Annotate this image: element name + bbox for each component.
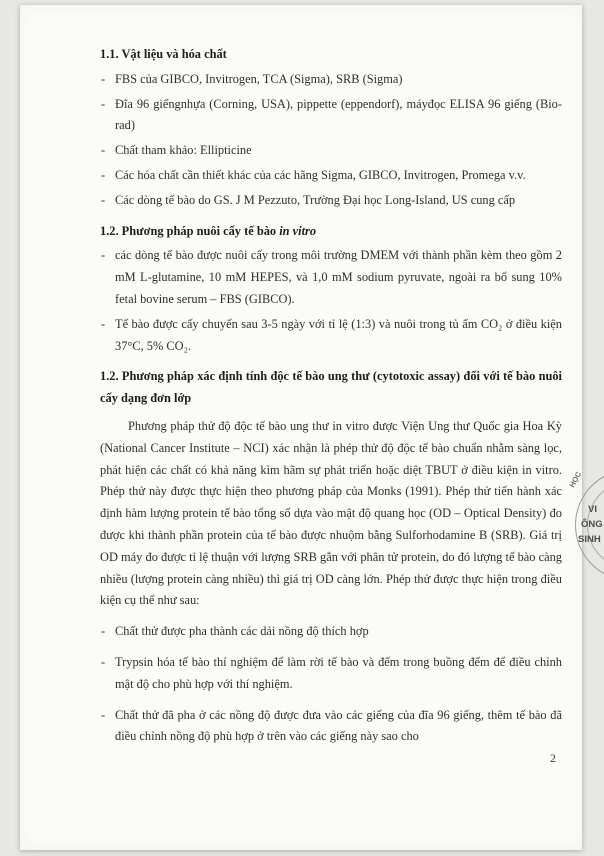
bullet-dash: - [101,192,106,207]
bullet-dash: - [101,248,106,263]
bullet-dash: - [101,167,106,182]
bullet-dash: - [101,96,106,111]
bullet-text: Chất thử được pha thành các dải nồng độ thích hợp [115,624,369,639]
bullet-dash: - [101,624,106,639]
list-item [100,190,562,212]
section-heading-cell-culture [100,221,562,243]
list-item [100,314,562,358]
section-heading-materials: 1.1. Vật liệu và hóa chất [100,47,227,61]
bullet-text: các dòng tế bào được nuôi cấy trong môi trường DMEM với thành phần kèm theo gồm 2 mM L-glutamine, 10 mM HEPES, và 1,0 mM sodium pyruvate, ngoài ra bổ sung 10% fetal bovine serum – FBS (GIBCO). [115,248,562,306]
bullet-text: Chất tham khảo: Ellipticine [115,143,252,158]
list-item [100,245,562,310]
stamp-inner-ring [587,481,604,569]
list-item [100,165,562,187]
bullet-text: Tế bào được cấy chuyển sau 3-5 ngày với tỉ lệ (1:3) và nuôi trong tủ ấm CO₂ ở điều kiện 37°C, 5% CO₂. [115,316,562,353]
stamp-text-fragment: ÔNG [581,519,603,530]
stamp-text-fragment: SINH [578,534,601,545]
page-number: 2 [550,751,556,765]
stamp-text-fragment: VI [588,504,597,515]
page-content [100,35,562,748]
list-item [100,140,562,162]
bullet-text: Các hóa chất cần thiết khác của các hãng Sigma, GIBCO, Invitrogen, Promega v.v. [115,167,526,182]
document-page [20,5,582,850]
bullet-dash: - [101,143,106,158]
bullet-dash: - [101,71,106,86]
list-item [100,94,562,138]
body-paragraph: Phương pháp thử độ độc tế bào ung thư in vitro được Viện Ung thư Quốc gia Hoa Kỳ (National Cancer Institute – NCI) xác nhận là phép thử độ độc tế bào chuẩn nhằm sàng lọc, phát hiện các chất có khả năng kìm hãm sự phát triển hoặc diệt TBUT ở điều kiện in vitro. Phép thử này được thực hiện theo phương pháp của Monks (1991). Phép thử tiến hành xác định hàm lượng protein tế bào tổng số dựa vào mật độ quang học (OD – Optical Density) đo được khi thành phần protein của tế bào được nhuộm bằng Sulforhodamine B (SRB). Giá trị OD máy đo được tỉ lệ thuận với lượng SRB gắn với phân tử protein, do đó lượng tế bào càng nhiều (lượng protein càng nhiều) thì giá trị OD càng lớn. Phép thử được thực hiện trong điều kiện cụ thể như sau: [100,418,562,608]
section-heading-cytotoxic-assay: 1.2. Phương pháp xác định tính độc tế bào ung thư (cytotoxic assay) đối với tế bào nuôi cấy dạng đơn lớp [100,369,562,406]
bullet-text: Các dòng tế bào do GS. J M Pezzuto, Trường Đại học Long-Island, US cung cấp [115,192,516,207]
bullet-text: Đĩa 96 giếngnhựa (Corning, USA), pippette (eppendorf), máyđọc ELISA 96 giếng (Bio-rad) [115,96,562,133]
bullet-dash: - [101,707,106,722]
list-item [100,69,562,91]
bullet-text: Chất thử đã pha ở các nồng độ được đưa vào các giếng của đĩa 96 giếng, thêm tế bào đã điều chỉnh nồng độ phù hợp ở trên vào các giếng này sao cho [115,707,562,744]
bullet-text: FBS của GIBCO, Invitrogen, TCA (Sigma), SRB (Sigma) [115,71,403,86]
list-item [100,652,562,696]
list-item [100,705,562,749]
heading-italic-text: in vitro [279,223,317,238]
bullet-text: Trypsin hóa tế bào thí nghiệm để làm rời tế bào và đếm trong buồng đếm để điều chỉnh mật độ cho phù hợp với thí nghiệm. [115,654,562,691]
stamp-text-fragment: HỌC [567,470,584,489]
bullet-dash: - [101,654,106,669]
list-item [100,621,562,643]
heading-text: 1.2. Phương pháp nuôi cấy tế bào [100,223,280,238]
bullet-dash: - [101,316,106,331]
